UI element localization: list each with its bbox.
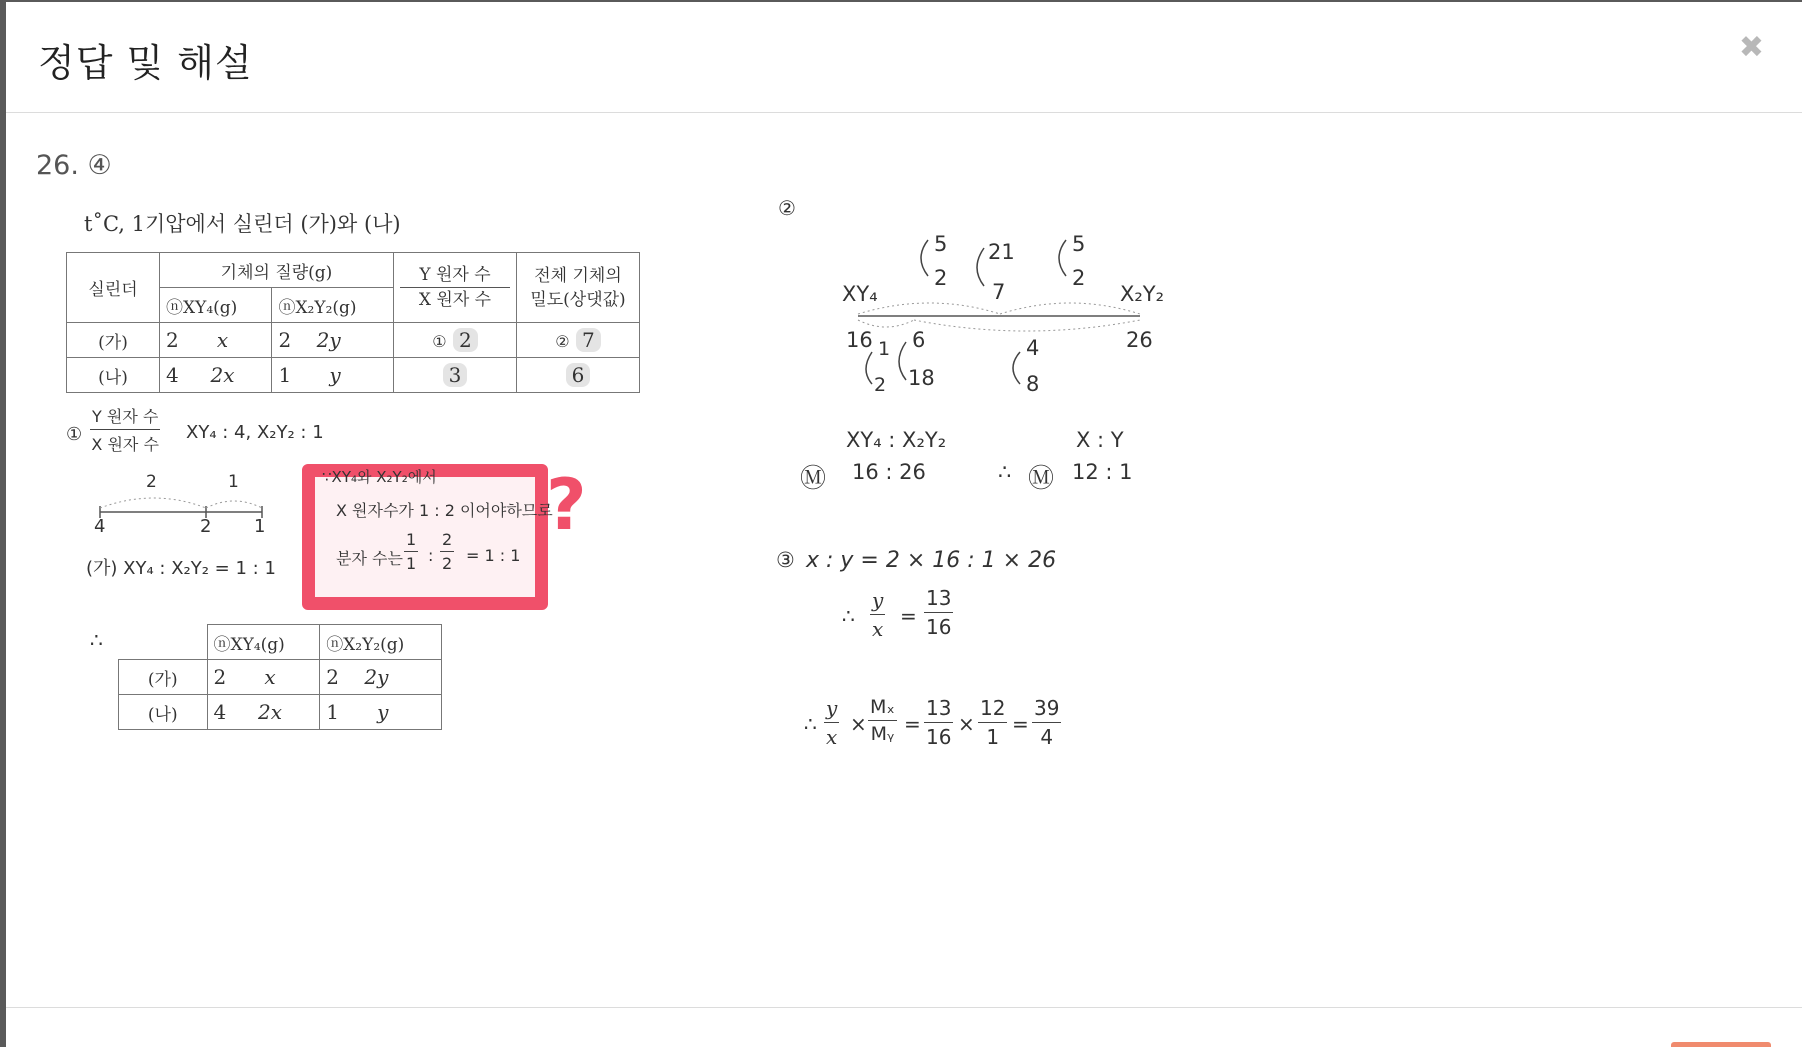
bottom-pair-2-b: 18 xyxy=(908,366,935,390)
header-density-top: 전체 기체의 xyxy=(534,265,622,286)
line-top-right: 1 xyxy=(228,472,239,492)
step3-therefore: ∴ xyxy=(842,604,855,628)
fraction-denominator: x xyxy=(826,725,838,749)
line-bottom-mid: 2 xyxy=(200,516,212,537)
fraction-numerator: 12 xyxy=(978,696,1007,723)
cell-ratio xyxy=(394,358,517,393)
cell-n: 1 xyxy=(326,700,339,724)
bottom-pair-3-a: 4 xyxy=(1026,336,1040,360)
final-frac-yx xyxy=(824,696,839,749)
row-name: (나) xyxy=(67,358,160,393)
table-row xyxy=(67,358,640,393)
fraction-numerator: 13 xyxy=(924,586,953,613)
cell-g: 2x xyxy=(210,363,235,387)
answer-modal xyxy=(6,2,1802,1047)
final-equals-2: = xyxy=(1012,712,1029,736)
note-fraction-1 xyxy=(404,530,418,573)
line-top-left: 2 xyxy=(146,472,157,492)
cell-n: 2 xyxy=(166,328,179,352)
top-pair-3-b: 2 xyxy=(1072,266,1086,290)
cell-g: x xyxy=(216,328,229,352)
bottom-pair-3-b: 8 xyxy=(1026,372,1040,396)
circled-mark: ① xyxy=(432,332,447,351)
final-frac-mass xyxy=(868,696,897,745)
result-table xyxy=(118,624,442,730)
row-name: (가) xyxy=(67,323,160,358)
header-mass-x2y2: ⓝX₂Y₂(g) xyxy=(272,288,394,323)
fraction-numerator: y xyxy=(824,696,839,723)
header-density xyxy=(517,253,640,323)
header-mass: 기체의 질량(g) xyxy=(160,253,394,288)
step1-values: XY₄ : 4, X₂Y₂ : 1 xyxy=(186,422,324,443)
cell-g: y xyxy=(377,700,389,724)
row-name: (가) xyxy=(119,660,208,695)
step2-therefore: ∴ xyxy=(998,460,1012,484)
fraction-numerator: Y 원자 수 xyxy=(90,404,160,430)
note-fraction-2 xyxy=(440,530,454,573)
top-pair-2-a: 21 xyxy=(988,240,1015,264)
cell-value: 3 xyxy=(443,363,468,387)
mixture-right-label: X₂Y₂ xyxy=(1120,282,1165,306)
fraction-numerator: 13 xyxy=(924,696,953,723)
modal-title: 정답 및 해설 xyxy=(38,41,253,85)
cell-value: 2 xyxy=(453,328,478,352)
step3-equals: = xyxy=(900,604,917,628)
cell-g: y xyxy=(329,363,341,387)
cell-g: 2x xyxy=(258,700,283,724)
note-line3-suffix: = 1 : 1 xyxy=(466,546,521,565)
cell-n: 2 xyxy=(278,328,292,352)
table-row xyxy=(67,323,640,358)
molar-m-icon: Ⓜ xyxy=(800,464,827,494)
step3-mark: ③ xyxy=(776,548,795,572)
top-pair-1-b: 2 xyxy=(934,266,948,290)
close-icon[interactable]: ✖ xyxy=(1738,30,1764,65)
molar-header-left: XY₄ : X₂Y₂ xyxy=(846,428,947,452)
solution-image xyxy=(66,196,1226,902)
top-pair-2-b: 7 xyxy=(992,280,1006,304)
table-row xyxy=(119,660,442,695)
cell-x2y2 xyxy=(272,358,394,393)
ratio-values: 12 : 1 xyxy=(1072,460,1133,484)
fraction-denominator: 16 xyxy=(926,615,952,639)
header-ratio-bottom: X 원자 수 xyxy=(418,290,492,310)
circled-mark: ② xyxy=(555,332,570,351)
cell-n: 2 xyxy=(326,665,339,689)
fraction-denominator: Mᵧ xyxy=(870,723,895,745)
solution-heading: t˚C, 1기압에서 실린더 (가)와 (나) xyxy=(84,212,401,236)
fraction-denominator: 16 xyxy=(926,725,952,749)
cell-g: x xyxy=(264,665,276,689)
final-frac-13-16 xyxy=(924,696,953,749)
mixture-left-label: XY₄ xyxy=(842,282,878,306)
header-cylinder: 실린더 xyxy=(67,253,160,323)
cell-n: 1 xyxy=(278,363,292,387)
cell-n: 4 xyxy=(213,700,227,724)
fraction-denominator: 1 xyxy=(406,554,417,573)
cell-x2y2 xyxy=(320,660,442,695)
step2-mark: ② xyxy=(778,196,796,220)
fraction-numerator: 39 xyxy=(1032,696,1061,723)
cell-x2y2 xyxy=(272,323,394,358)
note-line3-prefix: 분자 수는 xyxy=(336,549,403,568)
header-x2y2: ⓝX₂Y₂(g) xyxy=(320,625,442,660)
final-therefore: ∴ xyxy=(804,712,817,736)
cell-density xyxy=(517,358,640,393)
fraction-numerator: 2 xyxy=(440,530,454,552)
cell-x2y2 xyxy=(320,695,442,730)
cell-xy4 xyxy=(160,323,272,358)
footer-action-button[interactable] xyxy=(1671,1042,1771,1047)
note-line1: ∵XY₄와 X₂Y₂에서 xyxy=(322,468,437,486)
step3-frac-yx xyxy=(870,588,885,641)
cell-n: 2 xyxy=(213,665,227,689)
cell-density xyxy=(517,323,640,358)
modal-footer xyxy=(6,1007,1802,1047)
bottom-pair-1-b: 2 xyxy=(874,374,887,396)
table-row xyxy=(119,695,442,730)
header-density-bottom: 밀도(상댓값) xyxy=(530,289,626,310)
answer-number: 26. ④ xyxy=(36,150,112,181)
molar-m-icon-2: Ⓜ xyxy=(1028,464,1055,494)
cell-value: 6 xyxy=(566,363,591,387)
cell-n: 4 xyxy=(166,363,179,387)
cell-xy4 xyxy=(207,660,320,695)
top-pair-3-a: 5 xyxy=(1072,232,1086,256)
final-frac-12-1 xyxy=(978,696,1007,749)
bottom-pair-1-a: 1 xyxy=(878,338,891,360)
fraction-numerator: Mₓ xyxy=(868,696,897,721)
cell-value: 7 xyxy=(576,328,601,352)
cell-g: 2y xyxy=(364,665,389,689)
step1-mark: ① xyxy=(66,424,83,445)
step1-result: (가) XY₄ : X₂Y₂ = 1 : 1 xyxy=(86,558,276,579)
modal-header xyxy=(6,2,1802,113)
note-colon: : xyxy=(428,546,434,565)
bottom-left-value: 16 xyxy=(846,328,873,352)
fraction-numerator: 1 xyxy=(404,530,418,552)
fraction-numerator: y xyxy=(870,588,885,615)
fraction-denominator: x xyxy=(872,617,884,641)
table2-therefore: ∴ xyxy=(90,628,103,652)
cell-xy4 xyxy=(207,695,320,730)
line-bottom-right: 1 xyxy=(254,516,266,537)
fraction-denominator: X 원자 수 xyxy=(91,435,159,454)
final-times-1: × xyxy=(850,712,867,736)
top-pair-1-a: 5 xyxy=(934,232,948,256)
header-ratio-top: Y 원자 수 xyxy=(400,263,510,288)
header-ratio xyxy=(394,253,517,323)
step1-fraction xyxy=(90,404,160,455)
step3-frac-13-16 xyxy=(924,586,953,639)
note-line2: X 원자수가 1 : 2 이어야하므로 xyxy=(336,501,553,520)
fraction-denominator: 4 xyxy=(1040,725,1054,749)
cell-g: 2y xyxy=(316,328,341,352)
cell-ratio xyxy=(394,323,517,358)
header-mass-xy4: ⓝXY₄(g) xyxy=(160,288,272,323)
question-mark-annotation: ? xyxy=(546,464,587,546)
bottom-right-value: 26 xyxy=(1126,328,1153,352)
final-times-2: × xyxy=(958,712,975,736)
fraction-denominator: 1 xyxy=(986,725,1000,749)
molar-values: 16 : 26 xyxy=(852,460,926,484)
final-equals-1: = xyxy=(904,712,921,736)
fraction-denominator: 2 xyxy=(442,554,453,573)
empty-corner xyxy=(119,625,208,660)
cylinder-table xyxy=(66,252,640,393)
cell-xy4 xyxy=(160,358,272,393)
row-name: (나) xyxy=(119,695,208,730)
header-xy4: ⓝXY₄(g) xyxy=(207,625,320,660)
final-frac-39-4 xyxy=(1032,696,1061,749)
step3-equation: x : y = 2 × 16 : 1 × 26 xyxy=(806,548,1057,573)
bottom-pair-2-a: 6 xyxy=(912,328,926,352)
line-bottom-left: 4 xyxy=(94,516,106,537)
ratio-header: X : Y xyxy=(1076,428,1124,452)
